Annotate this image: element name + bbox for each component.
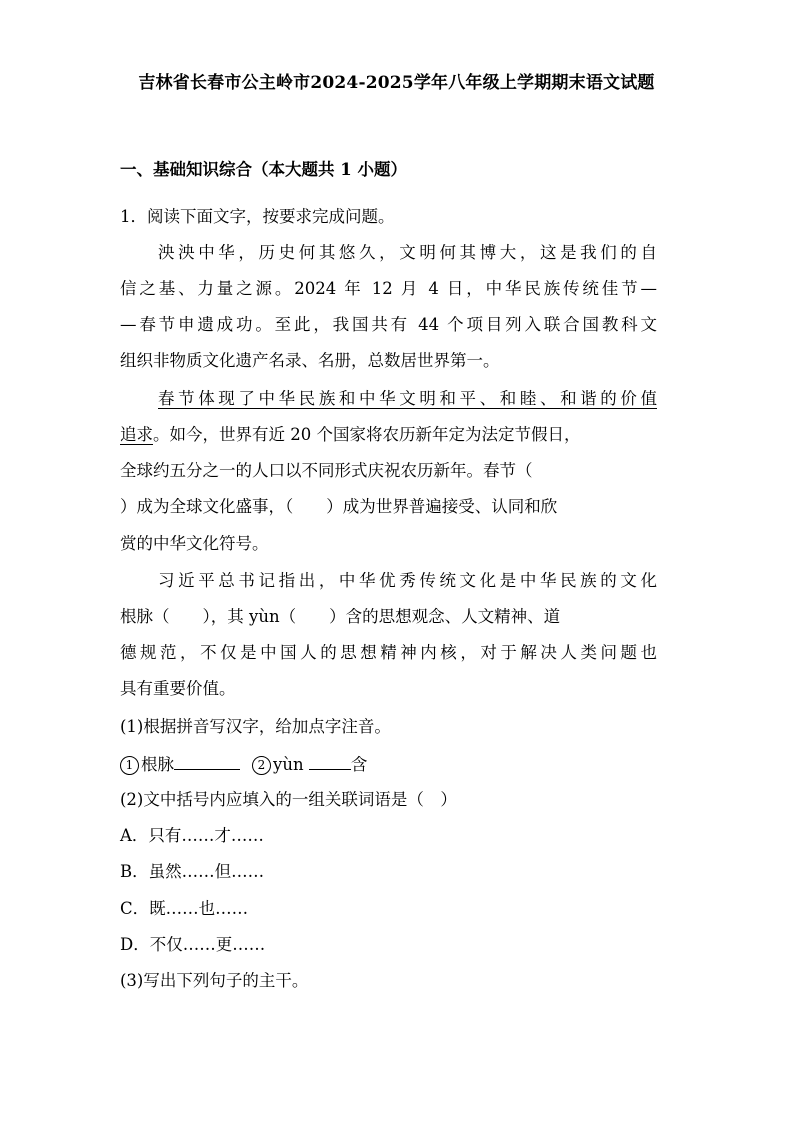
sub-question-3-prompt: (3)写出下列句子的主干。 (120, 971, 309, 990)
underlined-phrase: 追求 (120, 425, 153, 444)
passage-p1-line1: 泱泱中华，历史何其悠久，文明何其博大，这是我们的自 (158, 243, 657, 262)
circled-number-1: 1 (120, 756, 139, 775)
passage-p1-line2: 信之基、力量之源。2024 年 12 月 4 日，中华民族传统佳节— (120, 279, 657, 298)
item1-label: 根脉 (141, 755, 174, 774)
option-d[interactable]: D．不仅……更…… (120, 935, 266, 954)
section-heading: 一、基础知识综合（本大题共 1 小题） (120, 160, 407, 179)
answer-blank-1[interactable] (174, 753, 240, 770)
passage-p2-line2 (120, 425, 581, 445)
option-a[interactable]: A．只有……才…… (120, 826, 264, 845)
passage-p2-line2-rest: 。如今，世界有近 20 个国家将农历新年定为法定节假日， (153, 425, 581, 444)
circled-number-2: 2 (252, 756, 271, 775)
item2-suffix: 含 (350, 755, 368, 774)
option-c[interactable]: C．既……也…… (120, 899, 249, 918)
passage-p2-line3: 全球约五分之一的人口以不同形式庆祝农历新年。春节（ (120, 461, 533, 480)
passage-p1-line4: 组织非物质文化遗产名录、名册，总数居世界第一。 (120, 351, 500, 370)
question-1-stem: 1．阅读下面文字，按要求完成问题。 (120, 207, 395, 226)
sub-question-1-prompt: (1)根据拼音写汉字，给加点字注音。 (120, 717, 391, 736)
sub-question-1-items (120, 753, 367, 775)
answer-blank-2[interactable] (309, 753, 351, 770)
passage-p2-line4: ）成为全球文化盛事，（ ）成为世界普遍接受、认同和欣 (120, 497, 558, 516)
passage-p3-line2: 根脉（ ），其 yùn（ ）含的思想观念、人文精神、道 (120, 607, 561, 626)
passage-p2-line5: 赏的中华文化符号。 (120, 534, 269, 553)
item2-label: yùn (273, 755, 304, 774)
passage-p1-line3: —春节申遗成功。至此，我国共有 44 个项目列入联合国教科文 (120, 315, 657, 334)
passage-p3-line4: 具有重要价值。 (120, 679, 236, 698)
exam-title: 吉林省长春市公主岭市2024-2025学年八年级上学期期末语文试题 (138, 73, 655, 93)
passage-p2-line1-underlined: 春节体现了中华民族和中华文明和平、和睦、和谐的价值 (158, 389, 657, 408)
sub-question-2-prompt: (2)文中括号内应填入的一组关联词语是（ ） (120, 790, 457, 809)
option-b[interactable]: B．虽然……但…… (120, 862, 265, 881)
passage-p3-line3: 德规范，不仅是中国人的思想精神内核，对于解决人类问题也 (120, 643, 657, 662)
passage-p3-line1: 习近平总书记指出，中华优秀传统文化是中华民族的文化 (158, 571, 657, 590)
